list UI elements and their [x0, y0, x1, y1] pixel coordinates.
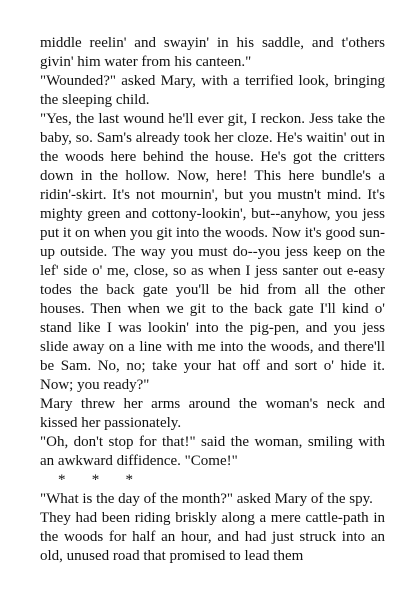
paragraph-6: "What is the day of the month?" asked Mary of the spy.: [40, 491, 373, 507]
paragraph-3: "Yes, the last wound he'll ever git, I reckon. Jess take the baby, so. Sam's already took her cloze. He's waitin' out in the woods here behind the house. He's got the critters down in the hollow. Now, here! This here bundle's a ridin'-skirt. It's not mournin', but you mustn't mind. It's mighty green and cottony-lookin', but--anyhow, you jess put it on when you git into the woods. Now it's good sun-up outside. The way you must do--you jess keep on the lef' side o' me, close, so as when I jess santer out e-easy todes the back gate you'll be hid from all the other houses. Then when we git to the back gate I'll kind o' stand like I was lookin' into the pig-pen, and you jess slide away on a line with me into the woods, and there'll be Sam. No, no; take your hat off and sort o' hide it. Now; you ready?": [40, 111, 385, 393]
paragraph-7: They had been riding briskly along a mere cattle-path in the woods for half an hour, and had just struck into an old, unused road that promised to lead them: [40, 510, 385, 564]
section-break: * * *: [58, 472, 133, 488]
book-page: [40, 34, 385, 566]
paragraph-5: "Oh, don't stop for that!" said the woman, smiling with an awkward diffidence. "Come!": [40, 434, 385, 469]
paragraph-2: "Wounded?" asked Mary, with a terrified look, bringing the sleeping child.: [40, 73, 385, 108]
paragraph-1: middle reelin' and swayin' in his saddle, and t'others givin' him water from his canteen.": [40, 35, 385, 70]
paragraph-4: Mary threw her arms around the woman's neck and kissed her passionately.: [40, 396, 385, 431]
